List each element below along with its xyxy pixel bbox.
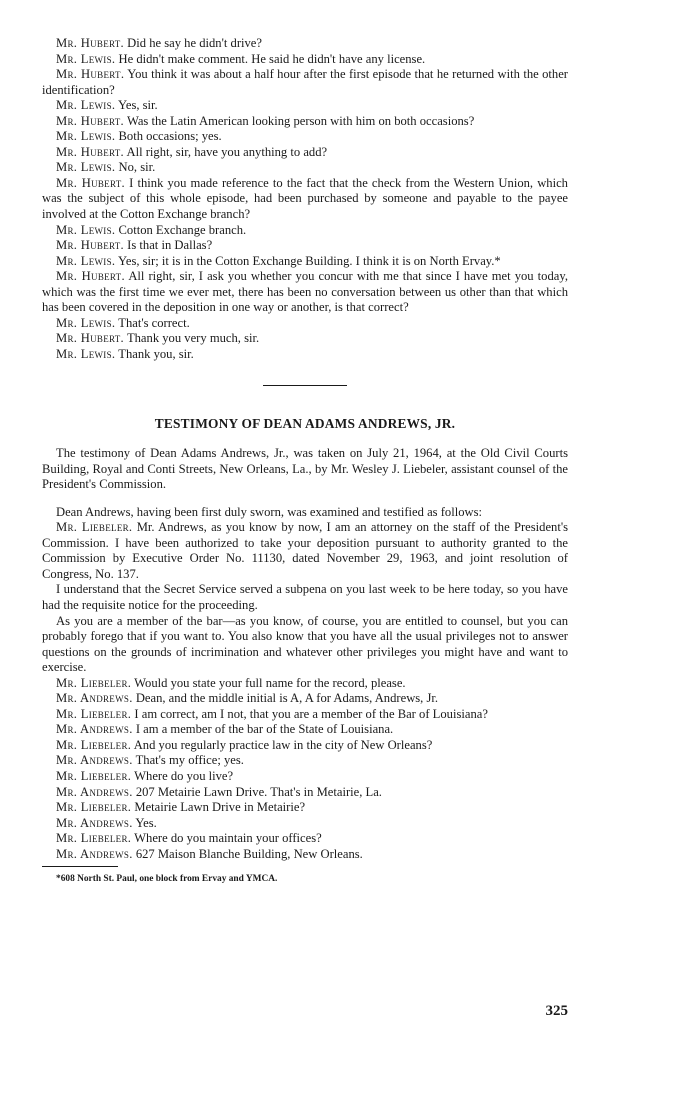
page-number: 325 — [545, 1003, 568, 1019]
speaker-name: Mr. Liebeler. — [56, 800, 132, 815]
dialogue-text: Thank you very much, sir. — [126, 331, 260, 346]
dialogue-line — [42, 831, 568, 847]
top-exchange — [42, 36, 568, 362]
dialogue-line — [42, 707, 568, 723]
speaker-name: Mr. Liebeler. — [56, 520, 133, 535]
dialogue-text: Yes. — [135, 815, 157, 830]
speaker-name: Mr. Hubert. — [56, 175, 125, 190]
dialogue-line — [42, 145, 568, 161]
dialogue-line — [42, 176, 568, 223]
dialogue-line — [42, 52, 568, 68]
dialogue-text: Yes, sir; it is in the Cotton Exchange Building. I think it is on North Ervay.* — [118, 253, 501, 268]
footnote-rule — [42, 866, 118, 867]
speaker-name: Mr. Lewis. — [56, 315, 116, 330]
dialogue-text: Would you state your full name for the record, please. — [134, 675, 406, 690]
speaker-name: Mr. Liebeler. — [56, 706, 132, 721]
dialogue-line — [42, 722, 568, 738]
dialogue-text: That's my office; yes. — [135, 753, 244, 768]
dialogue-line — [42, 769, 568, 785]
speaker-name: Mr. Lewis. — [56, 98, 116, 113]
dialogue-text: Cotton Exchange branch. — [118, 222, 247, 237]
speaker-name: Mr. Liebeler. — [56, 675, 132, 690]
dialogue-line — [42, 582, 568, 613]
dialogue-text: Was the Latin American looking person with him on both occasions? — [126, 113, 475, 128]
dialogue-text: As you are a member of the bar—as you know, of course, you are entitled to counsel, but you can probably forego that if you want to. You also know that you have all the usual privileges not to answer questions on the grounds of incrimination and whatever other privileges you might have and want to exercise. — [42, 613, 568, 675]
dialogue-text: And you regularly practice law in the city of New Orleans? — [133, 737, 433, 752]
dialogue-text: 627 Maison Blanche Building, New Orleans. — [135, 846, 363, 861]
speaker-name: Mr. Liebeler. — [56, 831, 132, 846]
dialogue-line — [42, 160, 568, 176]
dialogue-text: Where do you live? — [134, 768, 234, 783]
dialogue-text: No, sir. — [118, 160, 156, 175]
dialogue-line — [42, 676, 568, 692]
dialogue-text: Where do you maintain your offices? — [134, 831, 322, 846]
dialogue-text: Did he say he didn't drive? — [127, 36, 262, 50]
dialogue-text: You think it was about a half hour after the first episode that he returned with the other identification? — [42, 67, 568, 97]
dialogue-line — [42, 67, 568, 98]
dialogue-text: Yes, sir. — [118, 98, 158, 113]
dialogue-text: Both occasions; yes. — [118, 129, 222, 144]
dialogue-text: Is that in Dallas? — [127, 238, 213, 253]
dialogue-text: 207 Metairie Lawn Drive. That's in Metairie, La. — [135, 784, 382, 799]
speaker-name: Mr. Andrews. — [56, 784, 133, 799]
dialogue-line — [42, 114, 568, 130]
dialogue-text: All right, sir, I ask you whether you concur with me that since I have met you today, which was the first time we ever met, there has been no conversation between us other than that which has been covered in the deposition in one way or another, is that correct? — [42, 269, 568, 315]
dialogue-text: I am a member of the bar of the State of Louisiana. — [135, 722, 394, 737]
dialogue-line — [42, 816, 568, 832]
dialogue-text: He didn't make comment. He said he didn't have any license. — [118, 51, 426, 66]
dialogue-text: I think you made reference to the fact that the check from the Western Union, which was the subject of this whole episode, had been purchased by someone and payable to the payee involved at the Cotton Exchange branch? — [42, 175, 568, 222]
speaker-name: Mr. Andrews. — [56, 815, 133, 830]
section-heading: TESTIMONY OF DEAN ADAMS ANDREWS, JR. — [154, 416, 456, 432]
speaker-name: Mr. Lewis. — [56, 129, 116, 144]
dialogue-text: I understand that the Secret Service served a subpena on you last week to be here today, so you have had the requisite notice for the proceeding. — [42, 582, 568, 612]
speaker-name: Mr. Hubert. — [56, 67, 125, 82]
dialogue-line — [42, 847, 568, 863]
dialogue-text: That's correct. — [118, 315, 190, 330]
speaker-name: Mr. Hubert. — [56, 238, 125, 253]
speaker-name: Mr. Liebeler. — [56, 737, 132, 752]
dialogue-line — [42, 785, 568, 801]
section-divider — [263, 385, 347, 386]
speaker-name: Mr. Hubert. — [56, 144, 125, 159]
dialogue-line — [42, 269, 568, 316]
dialogue-line — [42, 738, 568, 754]
dialogue-line — [42, 316, 568, 332]
dialogue-text: Metairie Lawn Drive in Metairie? — [134, 800, 306, 815]
footnote: *608 North St. Paul, one block from Ervay and YMCA. — [56, 874, 278, 885]
dialogue-text: Mr. Andrews, as you know by now, I am an attorney on the staff of the President's Commission. I have been authorized to take your deposition pursuant to authority granted to the Commission by Executive Order No. 11130, dated November 29, 1963, and joint resolution of Congress, No. 137. — [42, 520, 568, 581]
speaker-name: Mr. Hubert. — [56, 113, 125, 128]
dialogue-line — [42, 254, 568, 270]
document-page — [42, 36, 568, 885]
dialogue-line — [42, 347, 568, 363]
dialogue-line — [42, 800, 568, 816]
second-exchange — [42, 520, 568, 862]
dialogue-text: Thank you, sir. — [118, 346, 194, 361]
dialogue-line — [42, 331, 568, 347]
speaker-name: Mr. Lewis. — [56, 160, 116, 175]
dialogue-line — [42, 691, 568, 707]
speaker-name: Mr. Hubert. — [56, 331, 125, 346]
dialogue-line — [42, 98, 568, 114]
dialogue-text: I am correct, am I not, that you are a member of the Bar of Louisiana? — [134, 706, 488, 721]
dialogue-line — [42, 36, 568, 52]
speaker-name: Mr. Hubert. — [56, 269, 125, 284]
speaker-name: Mr. Andrews. — [56, 722, 133, 737]
speaker-name: Mr. Liebeler. — [56, 768, 132, 783]
dialogue-line — [42, 753, 568, 769]
speaker-name: Mr. Lewis. — [56, 222, 116, 237]
dialogue-line — [42, 129, 568, 145]
intro-paragraph: The testimony of Dean Adams Andrews, Jr., was taken on July 21, 1964, at the Old Civil Courts Building, Royal and Conti Streets, New Orleans, La., by Mr. Wesley J. Liebeler, assistant counsel of the President's Commission. — [42, 446, 568, 492]
speaker-name: Mr. Lewis. — [56, 253, 116, 268]
dialogue-text: All right, sir, have you anything to add? — [126, 144, 328, 159]
speaker-name: Mr. Lewis. — [56, 346, 116, 361]
dialogue-line — [42, 614, 568, 676]
speaker-name: Mr. Hubert. — [56, 36, 125, 50]
dialogue-line — [42, 223, 568, 239]
speaker-name: Mr. Andrews. — [56, 846, 133, 861]
speaker-name: Mr. Lewis. — [56, 51, 116, 66]
sworn-paragraph: Dean Andrews, having been first duly sworn, was examined and testified as follows: — [56, 504, 482, 519]
speaker-name: Mr. Andrews. — [56, 691, 133, 706]
dialogue-line — [42, 238, 568, 254]
dialogue-line — [42, 520, 568, 582]
speaker-name: Mr. Andrews. — [56, 753, 133, 768]
dialogue-text: Dean, and the middle initial is A, A for Adams, Andrews, Jr. — [135, 691, 439, 706]
